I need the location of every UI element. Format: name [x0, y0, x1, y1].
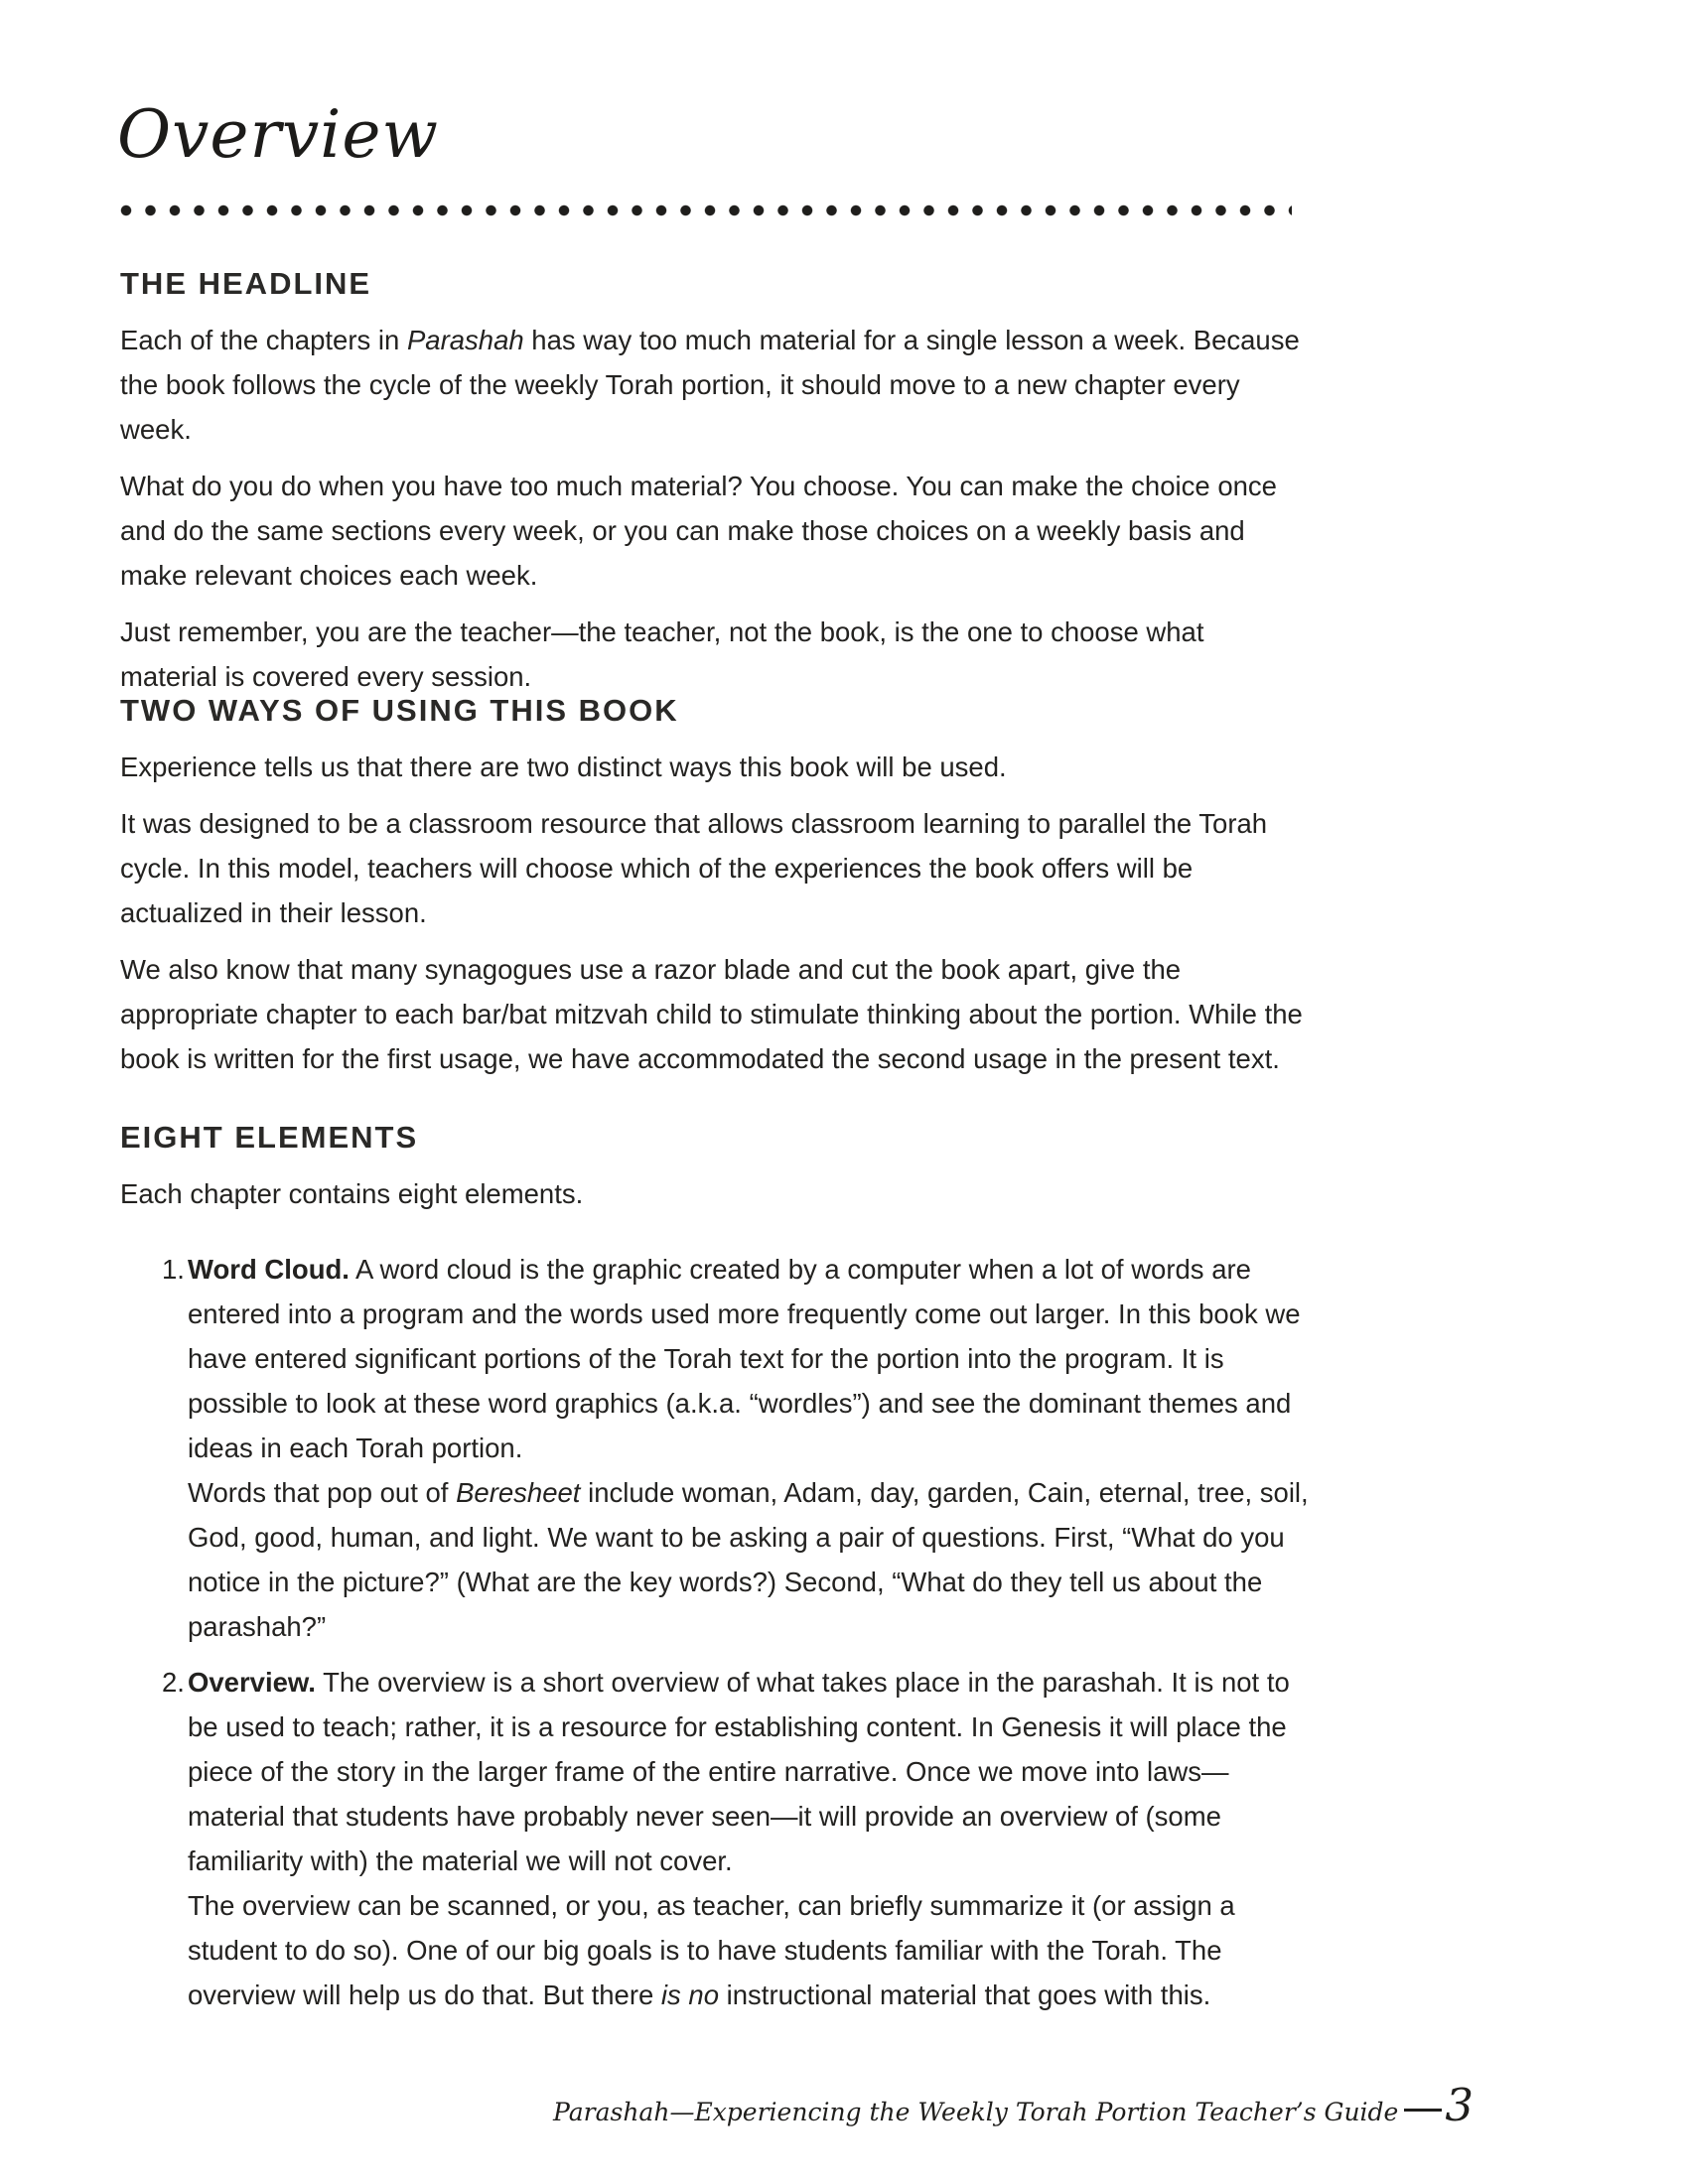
paragraph: Words that pop out of Beresheet include woman, Adam, day, garden, Cain, eternal, tree, soil, God, good, human, and light. We want to be asking a pair of questions. First, “What do you notice in the picture?” (What are the key words?) Second, “What do they tell us about the parashah?”	[188, 1477, 1309, 1642]
section-heading: TWO WAYS OF USING THIS BOOK	[120, 693, 679, 728]
section-heading: THE HEADLINE	[120, 266, 372, 301]
list-item-body	[188, 1247, 1310, 1649]
section-two-ways	[120, 691, 1304, 1081]
paragraph: Each of the chapters in Parashah has way too much material for a single lesson a week. Because the book follows the cycle of the weekly Torah portion, it should move to a new chapter every week.	[120, 325, 1300, 445]
paragraph: Overview. The overview is a short overview of what takes place in the parashah. It is not to be used to teach; rather, it is a resource for establishing content. In Genesis it will place the piece of the story in the larger frame of the entire narrative. Once we move into laws—material that students have probably never seen—it will provide an overview of (some familiarity with) the material we will not cover.	[188, 1667, 1290, 1876]
footer-dash	[1404, 2109, 1442, 2112]
list-item-overview	[120, 1660, 1310, 2017]
page-title: Overview	[117, 96, 439, 173]
list-number: 2.	[162, 1667, 185, 1698]
paragraph: Experience tells us that there are two distinct ways this book will be used.	[120, 751, 1007, 782]
list-item-word-cloud	[120, 1247, 1310, 1649]
paragraph: It was designed to be a classroom resource that allows classroom learning to parallel the Torah cycle. In this model, teachers will choose which of the experiences the book offers will be actualized in their lesson.	[120, 808, 1268, 928]
list-item-body	[188, 1660, 1310, 2017]
section-eight-elements	[120, 1118, 1304, 1216]
paragraph: Word Cloud. A word cloud is the graphic created by a computer when a lot of words are entered into a program and the words used more frequently come out larger. In this book we have entered significant portions of the Torah text for the portion into the program. It is possible to look at these word graphics (a.k.a. “wordles”) and see the dominant themes and ideas in each Torah portion.	[188, 1254, 1301, 1463]
paragraph: What do you do when you have too much material? You choose. You can make the choice once and do the same sections every week, or you can make those choices on a weekly basis and make relevant choices each week.	[120, 471, 1277, 591]
page-footer	[553, 2079, 1474, 2131]
paragraph: We also know that many synagogues use a razor blade and cut the book apart, give the appropriate chapter to each bar/bat mitzvah child to stimulate thinking about the portion. While the book is written for the first usage, we have accommodated the second usage in the present text.	[120, 954, 1303, 1074]
page-number: 3	[1445, 2079, 1474, 2131]
paragraph: The overview can be scanned, or you, as teacher, can briefly summarize it (or assign a student to do so). One of our big goals is to have students familiar with the Torah. The overview will help us do that. But there is no instructional material that goes with this.	[188, 1890, 1235, 2010]
paragraph: Each chapter contains eight elements.	[120, 1178, 584, 1209]
list-number: 1.	[162, 1254, 185, 1285]
section-the-headline	[120, 264, 1304, 699]
footer-text: Parashah—Experiencing the Weekly Torah Portion Teacher’s Guide	[553, 2098, 1399, 2126]
dotted-divider	[120, 205, 1292, 217]
section-heading: EIGHT ELEMENTS	[120, 1120, 419, 1155]
paragraph: Just remember, you are the teacher—the teacher, not the book, is the one to choose what material is covered every session.	[120, 616, 1204, 692]
